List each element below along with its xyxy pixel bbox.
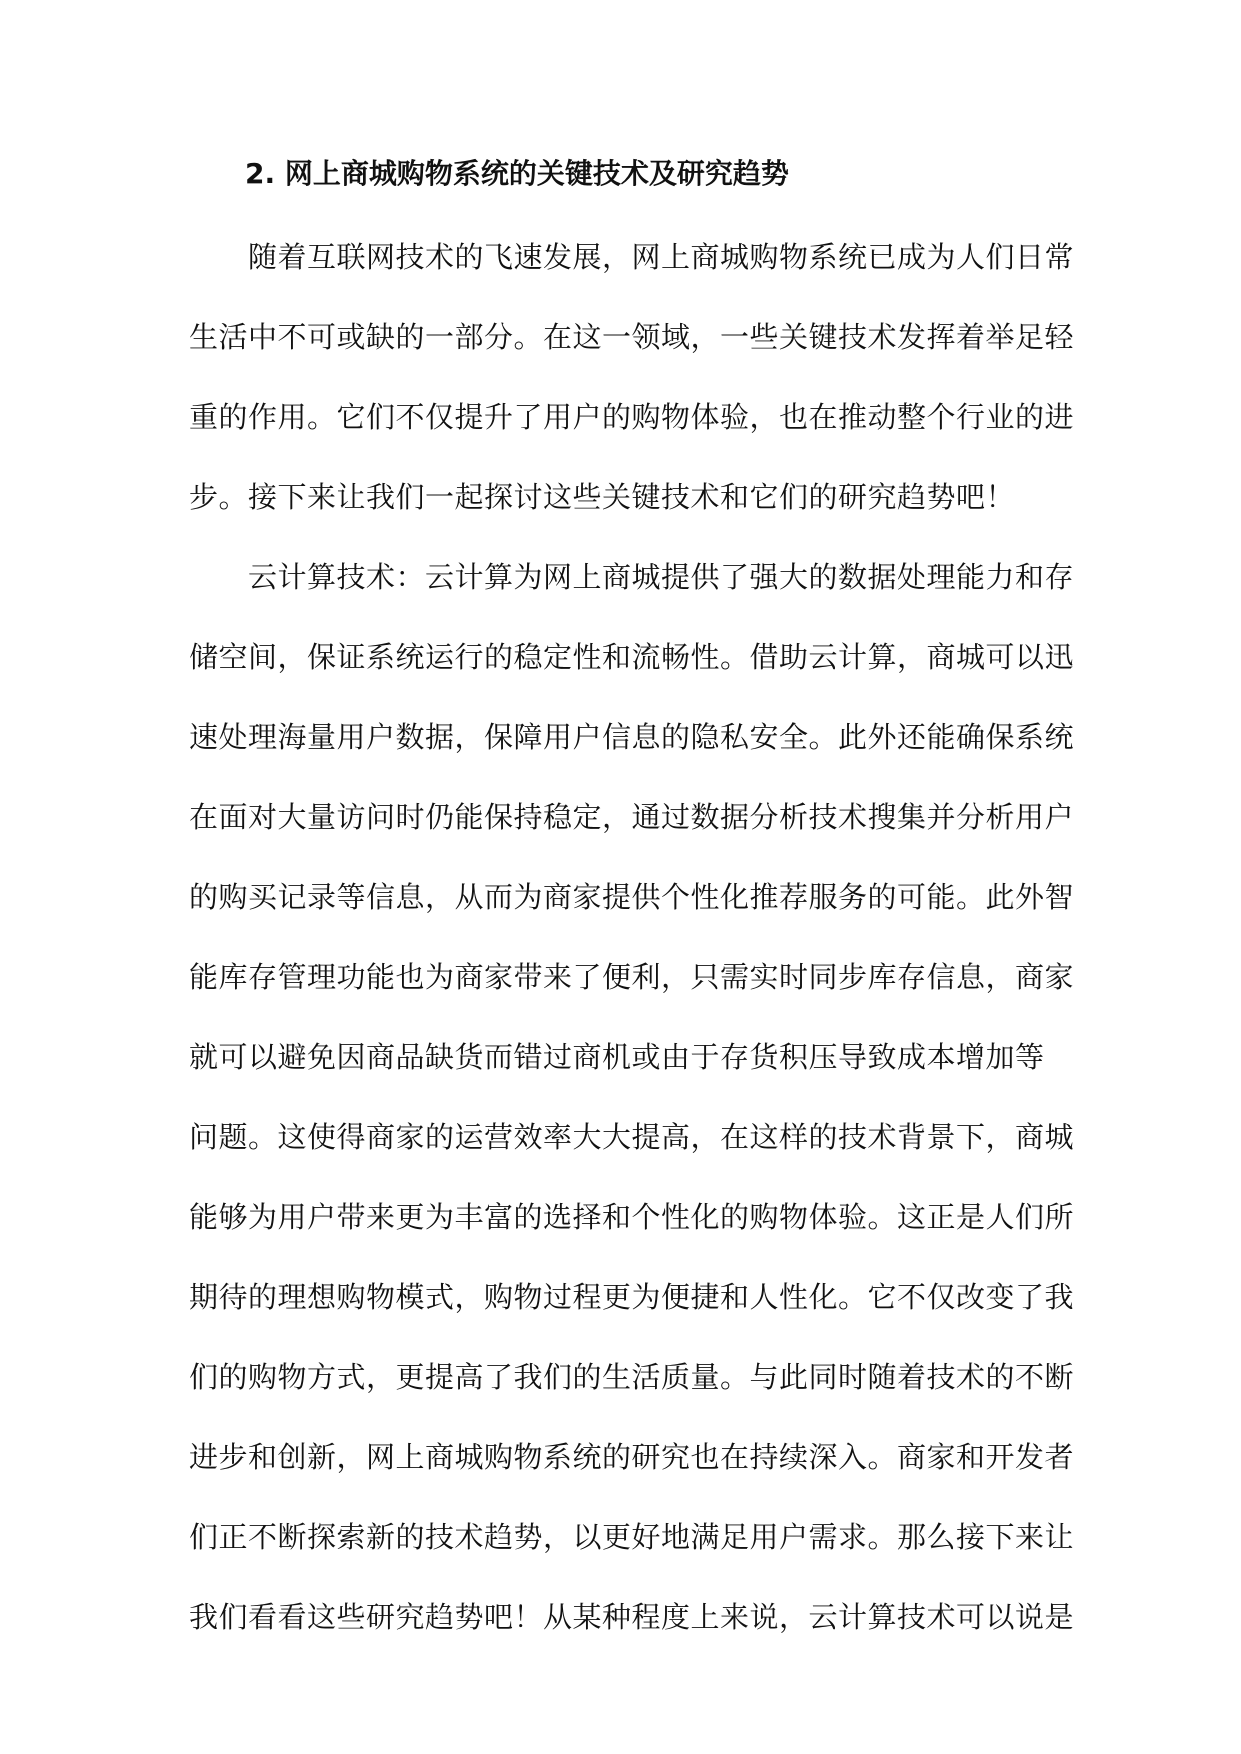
- paragraph-line: 能库存管理功能也为商家带来了便利，只需实时同步库存信息，商家: [189, 960, 1075, 994]
- paragraph-line: 我们看看这些研究趋势吧！从某种程度上来说，云计算技术可以说是: [189, 1600, 1075, 1634]
- paragraph-line: 进步和创新，网上商城购物系统的研究也在持续深入。商家和开发者: [189, 1440, 1075, 1474]
- paragraph-line: 在面对大量访问时仍能保持稳定，通过数据分析技术搜集并分析用户: [189, 800, 1075, 834]
- paragraph-line: 问题。这使得商家的运营效率大大提高，在这样的技术背景下，商城: [189, 1120, 1075, 1154]
- paragraph-line: 们正不断探索新的技术趋势，以更好地满足用户需求。那么接下来让: [189, 1520, 1075, 1554]
- paragraph-line: 储空间，保证系统运行的稳定性和流畅性。借助云计算，商城可以迅: [189, 640, 1075, 674]
- paragraph-line: 就可以避免因商品缺货而错过商机或由于存货积压导致成本增加等: [189, 1040, 1045, 1074]
- section-heading: 2. 网上商城购物系统的关键技术及研究趋势: [245, 157, 789, 190]
- paragraph-line: 云计算技术：云计算为网上商城提供了强大的数据处理能力和存: [248, 560, 1075, 594]
- paragraph-line: 重的作用。它们不仅提升了用户的购物体验，也在推动整个行业的进: [189, 400, 1075, 434]
- paragraph-line: 的购买记录等信息，从而为商家提供个性化推荐服务的可能。此外智: [189, 880, 1075, 914]
- paragraph-line: 期待的理想购物模式，购物过程更为便捷和人性化。它不仅改变了我: [189, 1280, 1075, 1314]
- paragraph-line: 生活中不可或缺的一部分。在这一领域，一些关键技术发挥着举足轻: [189, 320, 1075, 354]
- paragraph-line: 能够为用户带来更为丰富的选择和个性化的购物体验。这正是人们所: [189, 1200, 1075, 1234]
- paragraph-line: 步。接下来让我们一起探讨这些关键技术和它们的研究趋势吧！: [189, 480, 1016, 514]
- paragraph-line: 速处理海量用户数据，保障用户信息的隐私安全。此外还能确保系统: [189, 720, 1075, 754]
- paragraph-line: 随着互联网技术的飞速发展，网上商城购物系统已成为人们日常: [248, 240, 1075, 274]
- paragraph-line: 们的购物方式，更提高了我们的生活质量。与此同时随着技术的不断: [189, 1360, 1075, 1394]
